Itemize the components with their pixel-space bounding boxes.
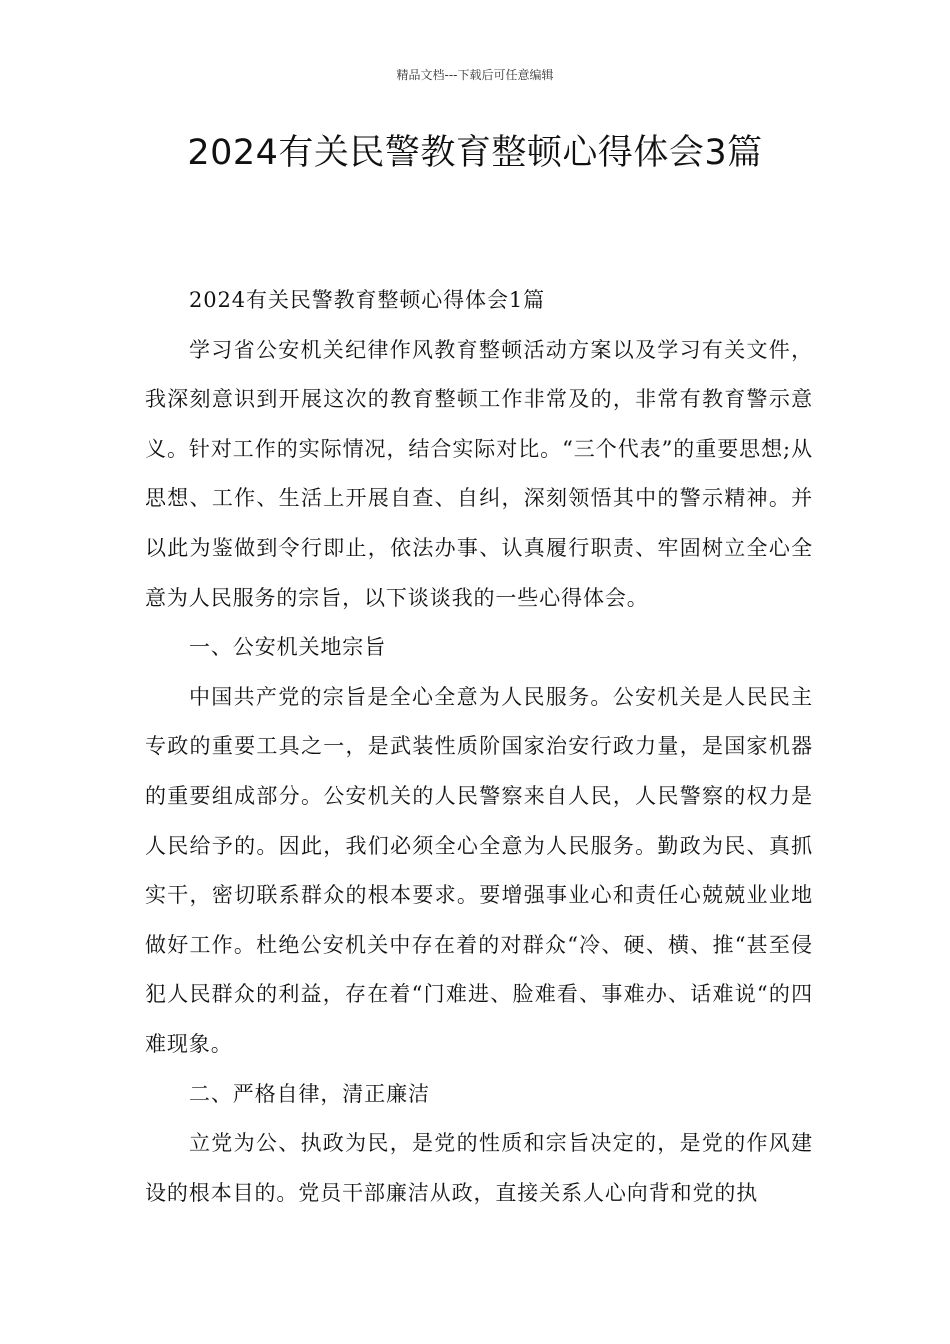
document-body [145, 276, 813, 1218]
section-heading-1: 一、公安机关地宗旨 [189, 635, 387, 660]
body-paragraph: 学习省公安机关纪律作风教育整顿活动方案以及学习有关文件，我深刻意识到开展这次的教育整顿工作非常及的，非常有教育警示意义。针对工作的实际情况，结合实际对比。“三个代表”的重要思想;从思想、工作、生活上开展自查、自纠，深刻领悟其中的警示精神。并以此为鉴做到令行即止，依法办事、认真履行职责、牢固树立全心全意为人民服务的宗旨，以下谈谈我的一些心得体会。 [145, 337, 813, 610]
subtitle-paragraph: 2024有关民警教育整顿心得体会1篇 [189, 288, 546, 312]
document-title: 2024有关民警教育整顿心得体会3篇 [187, 133, 763, 173]
section-heading-2: 二、严格自律，清正廉洁 [189, 1081, 430, 1106]
header-note: 精品文档---下载后可任意编辑 [396, 68, 554, 82]
body-paragraph: 立党为公、执政为民，是党的性质和宗旨决定的，是党的作风建设的根本目的。党员干部廉洁从政，直接关系人心向背和党的执 [145, 1131, 813, 1205]
body-paragraph: 中国共产党的宗旨是全心全意为人民服务。公安机关是人民民主专政的重要工具之一，是武装性质阶国家治安行政力量，是国家机器的重要组成部分。公安机关的人民警察来自人民，人民警察的权力是人民给予的。因此，我们必须全心全意为人民服务。勤政为民、真抓实干，密切联系群众的根本要求。要增强事业心和责任心兢兢业业地做好工作。杜绝公安机关中存在着的对群众“冷、硬、横、推“甚至侵犯人民群众的利益，存在着“门难进、脸难看、事难办、话难说“的四难现象。 [145, 684, 813, 1056]
